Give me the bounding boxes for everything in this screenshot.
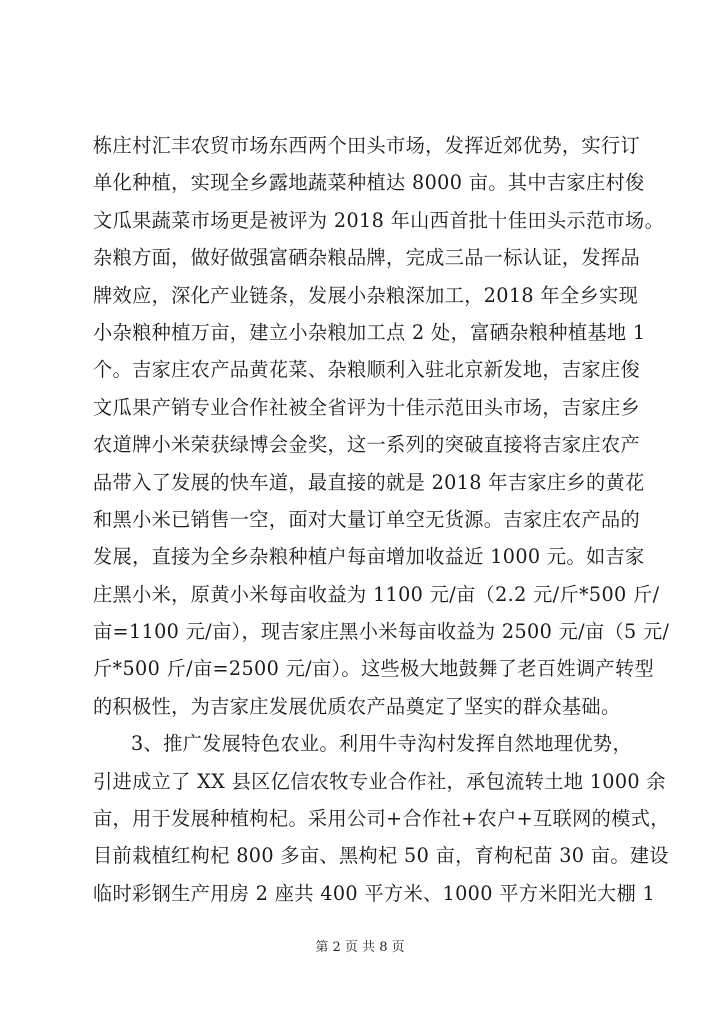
text-line: 亩=1100 元/亩），现吉家庄黑小米每亩收益为 2500 元/亩（5 元/ xyxy=(93,620,670,644)
text-line: 发展，直接为全乡杂粮种植户每亩增加收益近 1000 元。如吉家 xyxy=(93,545,645,569)
text-line: 个。吉家庄农产品黄花菜、杂粮顺利入驻北京新发地，吉家庄俊 xyxy=(93,358,641,382)
text-line: 和黑小米已销售一空，面对大量订单空无货源。吉家庄农产品的 xyxy=(93,507,641,531)
text-line: 亩，用于发展种植枸杞。采用公司+合作社+农户+互联网的模式， xyxy=(93,807,670,831)
text-line: 3、推广发展特色农业。利用牛寺沟村发挥自然地理优势， xyxy=(131,732,632,756)
page-footer: 第 2 页 共 8 页 xyxy=(315,940,405,955)
text-line: 引进成立了 XX 县区亿信农牧专业合作社，承包流转土地 1000 余 xyxy=(93,769,666,793)
text-line: 栋庄村汇丰农贸市场东西两个田头市场，发挥近郊优势，实行订 xyxy=(93,134,641,157)
text-line: 临时彩钢生产用房 2 座共 400 平方米、1000 平方米阳光大棚 1 xyxy=(93,881,656,905)
text-line: 文瓜果产销专业合作社被全省评为十佳示范田头市场，吉家庄乡 xyxy=(93,395,641,419)
text-line: 庄黑小米，原黄小米每亩收益为 1100 元/亩（2.2 元/斤*500 斤/ xyxy=(93,582,660,606)
text-line: 品带入了发展的快车道，最直接的就是 2018 年吉家庄乡的黄花 xyxy=(93,470,645,494)
text-line: 斤*500 斤/亩=2500 元/亩）。这些极大地鼓舞了老百姓调产转型 xyxy=(93,657,655,681)
text-line: 目前栽植红枸杞 800 多亩、黑枸杞 50 亩，育枸杞苗 30 亩。建设 xyxy=(93,844,669,868)
text-line: 文瓜果蔬菜市场更是被评为 2018 年山西首批十佳田头示范市场。 xyxy=(93,208,665,232)
text-line: 小杂粮种植万亩，建立小杂粮加工点 2 处，富硒杂粮种植基地 1 xyxy=(93,320,646,344)
body-text xyxy=(93,127,670,912)
text-line: 的积极性，为吉家庄发展优质农产品奠定了坚实的群众基础。 xyxy=(93,694,621,718)
text-line: 单化种植，实现全乡露地蔬菜种植达 8000 亩。其中吉家庄村俊 xyxy=(93,171,645,195)
text-line: 牌效应，深化产业链条，发展小杂粮深加工，2018 年全乡实现 xyxy=(93,283,639,307)
text-line: 农道牌小米荣获绿博会金奖，这一系列的突破直接将吉家庄农产 xyxy=(93,433,641,457)
text-line: 杂粮方面，做好做强富硒杂粮品牌，完成三品一标认证，发挥品 xyxy=(93,246,641,270)
